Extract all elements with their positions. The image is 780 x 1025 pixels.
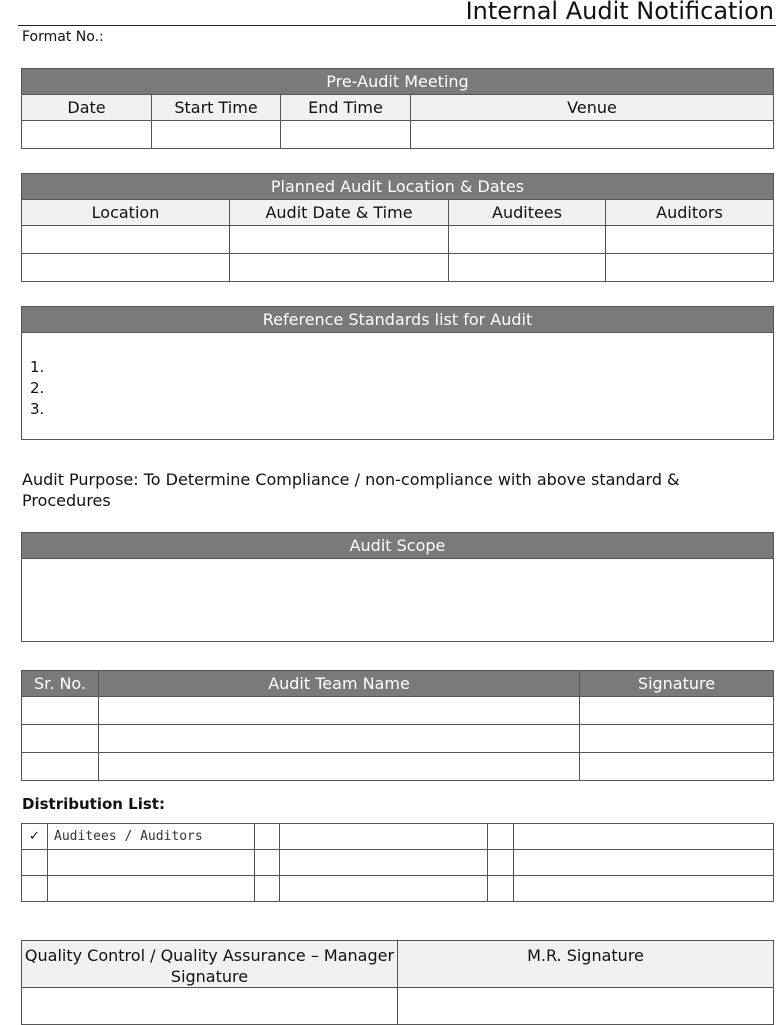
checkbox-cell[interactable]	[255, 876, 280, 902]
date-field[interactable]	[22, 121, 152, 149]
pre-audit-meeting-table	[21, 68, 774, 149]
col-auditors: Auditors	[606, 200, 774, 226]
distribution-list-title: Distribution List:	[22, 795, 165, 813]
list-item: 3.	[30, 400, 45, 418]
audit-scope-heading: Audit Scope	[22, 533, 774, 559]
checkbox-cell[interactable]	[488, 850, 514, 876]
venue-field[interactable]	[411, 121, 774, 149]
auditors-field[interactable]	[606, 254, 774, 282]
sr-no-field[interactable]	[22, 725, 99, 753]
auditees-field[interactable]	[449, 226, 606, 254]
checkbox-cell[interactable]	[488, 824, 514, 850]
table-row	[22, 254, 774, 282]
table-row	[22, 725, 774, 753]
audit-date-time-field[interactable]	[230, 226, 449, 254]
mr-signature-field[interactable]	[398, 988, 774, 1025]
col-signature: Signature	[580, 671, 774, 697]
signature-table	[21, 940, 774, 1025]
distribution-entry: Auditees / Auditors	[48, 824, 255, 850]
checkbox-cell[interactable]	[488, 876, 514, 902]
col-date: Date	[22, 95, 152, 121]
title-divider	[18, 25, 776, 26]
table-row	[22, 753, 774, 781]
signature-field[interactable]	[580, 697, 774, 725]
document-title: Internal Audit Notification	[465, 0, 774, 25]
signature-field[interactable]	[580, 725, 774, 753]
reference-standards-table	[21, 306, 774, 440]
distribution-entry-field[interactable]	[514, 850, 774, 876]
table-row	[22, 697, 774, 725]
team-name-field[interactable]	[99, 697, 580, 725]
col-location: Location	[22, 200, 230, 226]
distribution-entry-field[interactable]	[514, 876, 774, 902]
distribution-entry-field[interactable]	[48, 850, 255, 876]
audit-purpose-text: Audit Purpose: To Determine Compliance / non-compliance with above standard & Procedures	[22, 470, 680, 510]
list-item: 2.	[30, 379, 45, 397]
sr-no-field[interactable]	[22, 697, 99, 725]
qc-qa-manager-signature-field[interactable]	[22, 988, 398, 1025]
qc-qa-manager-signature-label: Quality Control / Quality Assurance – Manager Signature	[22, 941, 398, 988]
signature-field[interactable]	[580, 753, 774, 781]
col-auditees: Auditees	[449, 200, 606, 226]
checkbox-cell[interactable]	[22, 876, 48, 902]
format-number-label: Format No.:	[22, 29, 104, 45]
start-time-field[interactable]	[152, 121, 281, 149]
distribution-entry-field[interactable]	[280, 850, 488, 876]
col-sr-no: Sr. No.	[22, 671, 99, 697]
location-field[interactable]	[22, 226, 230, 254]
table-row	[22, 226, 774, 254]
table-row	[22, 850, 774, 876]
planned-audit-table	[21, 173, 774, 282]
pre-audit-heading: Pre-Audit Meeting	[22, 69, 774, 95]
distribution-list-table	[21, 823, 774, 902]
sr-no-field[interactable]	[22, 753, 99, 781]
mr-signature-label: M.R. Signature	[398, 941, 774, 988]
auditees-field[interactable]	[449, 254, 606, 282]
table-row	[22, 876, 774, 902]
col-start-time: Start Time	[152, 95, 281, 121]
distribution-entry-field[interactable]	[280, 824, 488, 850]
audit-date-time-field[interactable]	[230, 254, 449, 282]
table-row	[22, 824, 774, 850]
distribution-entry-field[interactable]	[514, 824, 774, 850]
team-name-field[interactable]	[99, 725, 580, 753]
distribution-entry-field[interactable]	[280, 876, 488, 902]
col-audit-date-time: Audit Date & Time	[230, 200, 449, 226]
reference-standards-heading: Reference Standards list for Audit	[22, 307, 774, 333]
checkbox-cell[interactable]	[255, 824, 280, 850]
checkbox-cell[interactable]	[255, 850, 280, 876]
end-time-field[interactable]	[281, 121, 411, 149]
planned-audit-heading: Planned Audit Location & Dates	[22, 174, 774, 200]
team-name-field[interactable]	[99, 753, 580, 781]
check-icon[interactable]: ✓	[22, 824, 48, 850]
audit-team-table	[21, 670, 774, 781]
location-field[interactable]	[22, 254, 230, 282]
list-item: 1.	[30, 358, 45, 376]
col-venue: Venue	[411, 95, 774, 121]
checkbox-cell[interactable]	[22, 850, 48, 876]
distribution-entry-field[interactable]	[48, 876, 255, 902]
audit-scope-field[interactable]	[22, 559, 774, 642]
col-end-time: End Time	[281, 95, 411, 121]
col-audit-team-name: Audit Team Name	[99, 671, 580, 697]
auditors-field[interactable]	[606, 226, 774, 254]
reference-standards-field[interactable]	[22, 333, 774, 440]
audit-scope-table	[21, 532, 774, 642]
